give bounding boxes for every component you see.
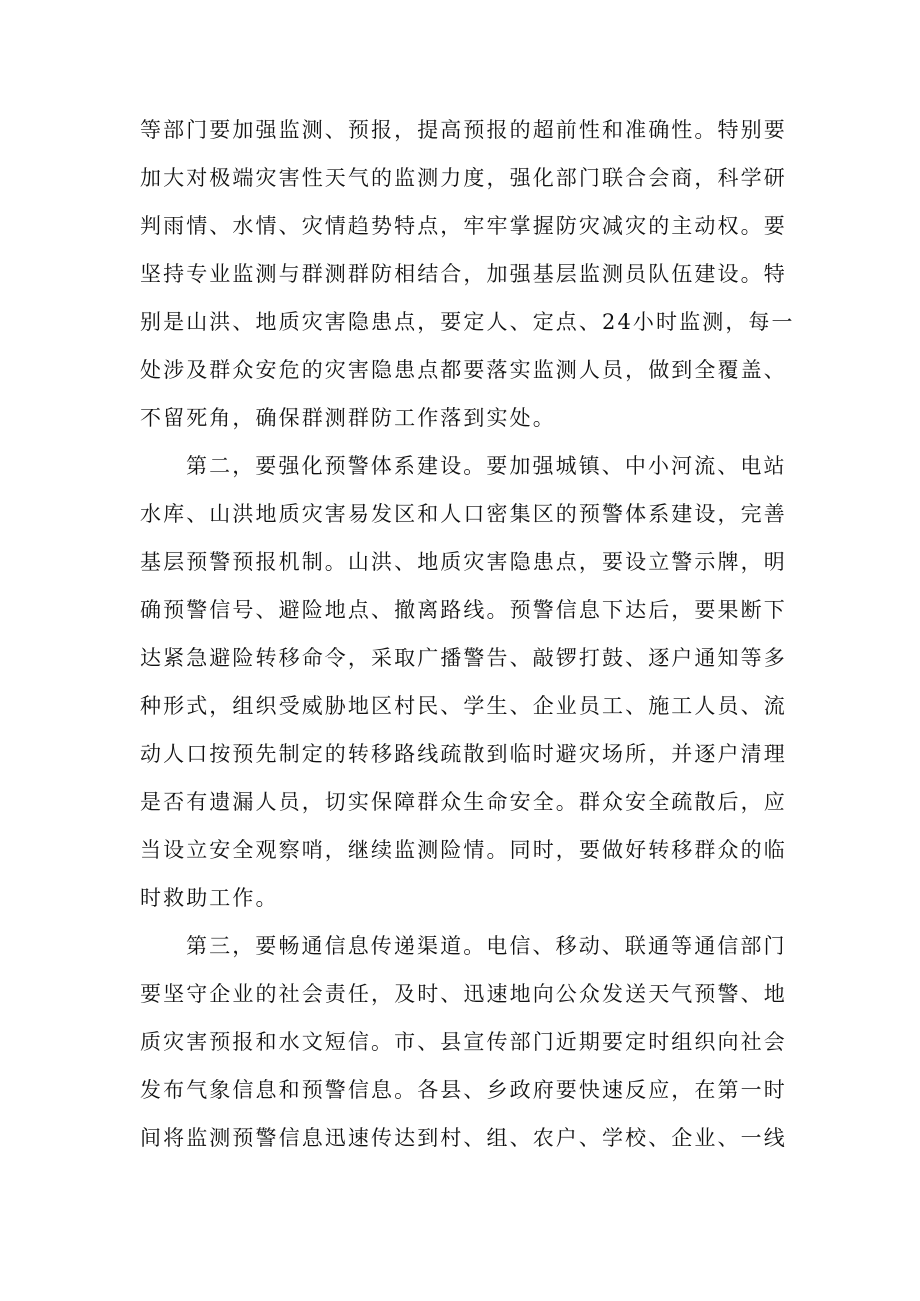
text-line: 质灾害预报和水文短信。市、县宣传部门近期要定时组织向社会	[140, 1030, 787, 1054]
paragraph-start-line: 第三，要畅通信息传递渠道。电信、移动、联通等通信部门	[186, 934, 787, 958]
text-line: 坚持专业监测与群测群防相结合，加强基层监测员队伍建设。特	[140, 262, 787, 286]
text-line: 当设立安全观察哨，继续监测险情。同时，要做好转移群众的临	[140, 838, 787, 862]
text-line: 等部门要加强监测、预报，提高预报的超前性和准确性。特别要	[140, 118, 787, 142]
text-line: 判雨情、水情、灾情趋势特点，牢牢掌握防灾减灾的主动权。要	[140, 214, 787, 238]
text-line: 水库、山洪地质灾害易发区和人口密集区的预警体系建设，完善	[140, 502, 787, 526]
text-line: 确预警信号、避险地点、撤离路线。预警信息下达后，要果断下	[140, 598, 787, 622]
text-line: 是否有遗漏人员，切实保障群众生命安全。群众安全疏散后，应	[140, 790, 787, 814]
text-line: 达紧急避险转移命令，采取广播警告、敲锣打鼓、逐户通知等多	[140, 646, 787, 670]
text-line: 别是山洪、地质灾害隐患点，要定人、定点、24小时监测，每一	[140, 310, 795, 334]
text-line: 加大对极端灾害性天气的监测力度，强化部门联合会商，科学研	[140, 166, 787, 190]
text-line: 间将监测预警信息迅速传达到村、组、农户、学校、企业、一线	[140, 1126, 787, 1150]
text-line: 时救助工作。	[140, 886, 279, 910]
text-line: 不留死角，确保群测群防工作落到实处。	[140, 406, 556, 430]
text-line: 要坚守企业的社会责任，及时、迅速地向公众发送天气预警、地	[140, 982, 787, 1006]
text-line: 动人口按预先制定的转移路线疏散到临时避灾场所，并逐户清理	[140, 742, 787, 766]
text-line: 处涉及群众安危的灾害隐患点都要落实监测人员，做到全覆盖、	[140, 358, 787, 382]
text-line: 发布气象信息和预警信息。各县、乡政府要快速反应，在第一时	[140, 1078, 787, 1102]
text-line: 种形式，组织受威胁地区村民、学生、企业员工、施工人员、流	[140, 694, 787, 718]
paragraph-start-line: 第二，要强化预警体系建设。要加强城镇、中小河流、电站	[186, 454, 787, 478]
text-line: 基层预警预报机制。山洪、地质灾害隐患点，要设立警示牌，明	[140, 550, 787, 574]
